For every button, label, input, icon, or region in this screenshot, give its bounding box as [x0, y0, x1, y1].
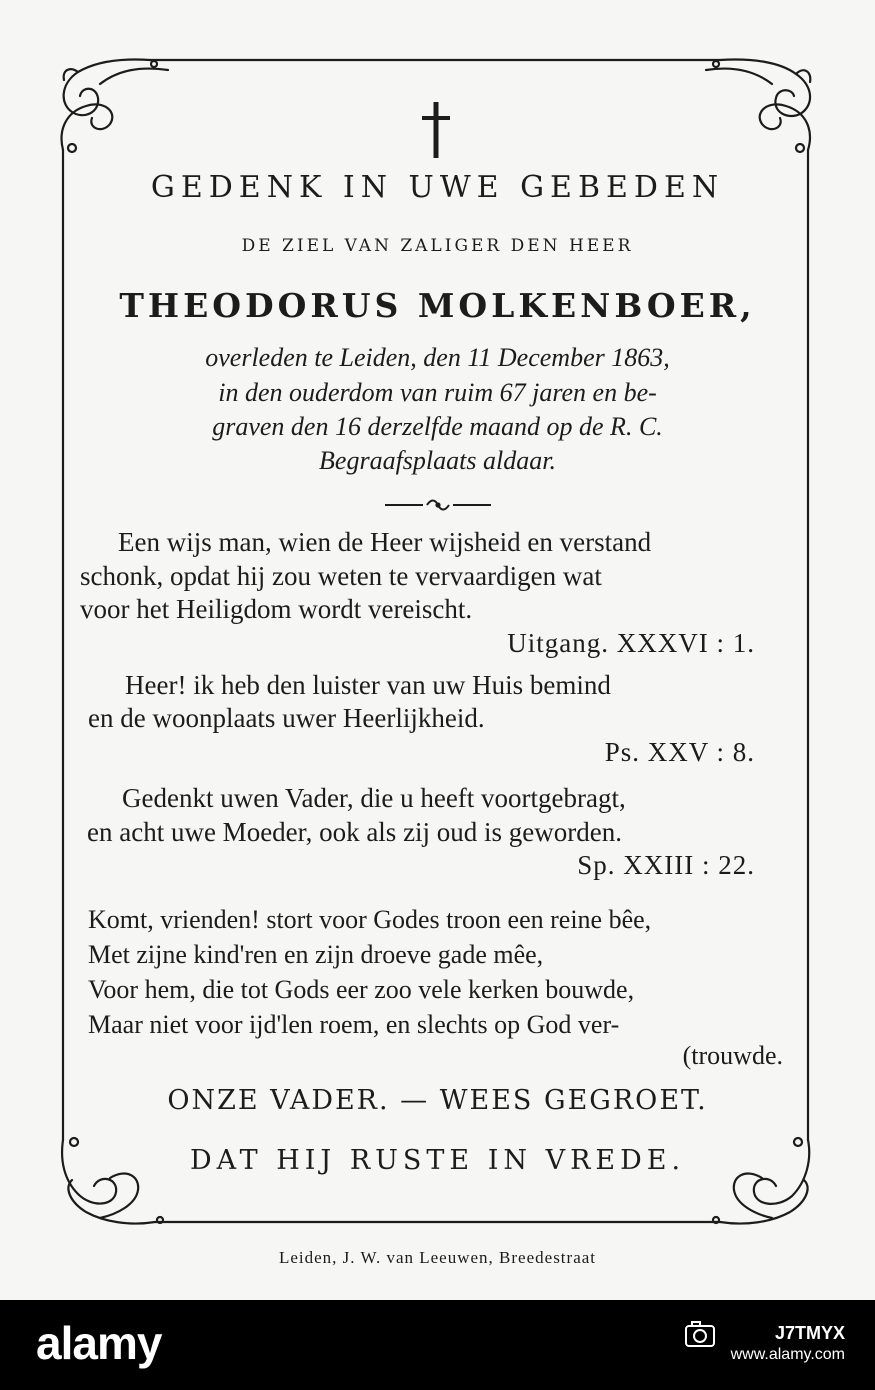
death-detail-line: in den ouderdom van ruim 67 jaren en be- [218, 378, 657, 407]
scroll-corner-ornament-icon [62, 60, 168, 153]
scroll-corner-ornament-icon [706, 60, 810, 152]
poem-line: Komt, vrienden! stort voor Godes troon een reine bêe, [88, 905, 652, 934]
closing-line: DAT HIJ RUSTE IN VREDE. [189, 1145, 686, 1176]
quote-line: en de woonplaats uwer Heerlijkheid. [88, 703, 485, 733]
stock-logo: alamy [36, 1317, 162, 1369]
stock-image-id: J7TMYX [774, 1323, 845, 1343]
quote-line: Gedenkt uwen Vader, die u heeft voortgebragt, [122, 783, 626, 813]
scripture-reference: Uitgang. XXXVI : 1. [507, 628, 755, 658]
stock-url: www.alamy.com [730, 1346, 845, 1363]
scripture-reference: Ps. XXV : 8. [604, 737, 755, 767]
poem-line: Met zijne kind'ren en zijn droeve gade mêe, [88, 940, 544, 969]
death-detail-line: overleden te Leiden, den 11 December 1863, [205, 343, 670, 372]
memorial-subheading: DE ZIEL VAN ZALIGER DEN HEER [241, 236, 634, 256]
deceased-name: THEODORUS MOLKENBOER, [119, 286, 756, 325]
ornament-divider-icon [383, 497, 493, 513]
death-detail-line: graven den 16 derzelfde maand op de R. C. [212, 412, 663, 441]
quote-line: Heer! ik heb den luister van uw Huis bemind [125, 670, 611, 700]
poem-line: Maar niet voor ijd'len roem, en slechts op God ver- [88, 1010, 620, 1039]
cross-icon [418, 100, 454, 160]
quote-line: voor het Heiligdom wordt vereischt. [80, 594, 473, 624]
poem-line: Voor hem, die tot Gods eer zoo vele kerken bouwde, [88, 975, 635, 1004]
quote-line: schonk, opdat hij zou weten te vervaardigen wat [80, 561, 602, 591]
printer-imprint: Leiden, J. W. van Leeuwen, Breedestraat [278, 1248, 597, 1267]
death-detail-line: Begraafsplaats aldaar. [319, 446, 556, 475]
quote-line: Een wijs man, wien de Heer wijsheid en verstand [118, 527, 652, 557]
scripture-reference: Sp. XXIII : 22. [577, 850, 755, 880]
quote-line: en acht uwe Moeder, ook als zij oud is geworden. [87, 817, 623, 847]
memorial-heading: GEDENK IN UWE GEBEDEN [150, 170, 725, 205]
poem-line: (trouwde. [682, 1041, 783, 1070]
prayer-line: ONZE VADER. — WEES GEGROET. [167, 1085, 708, 1116]
